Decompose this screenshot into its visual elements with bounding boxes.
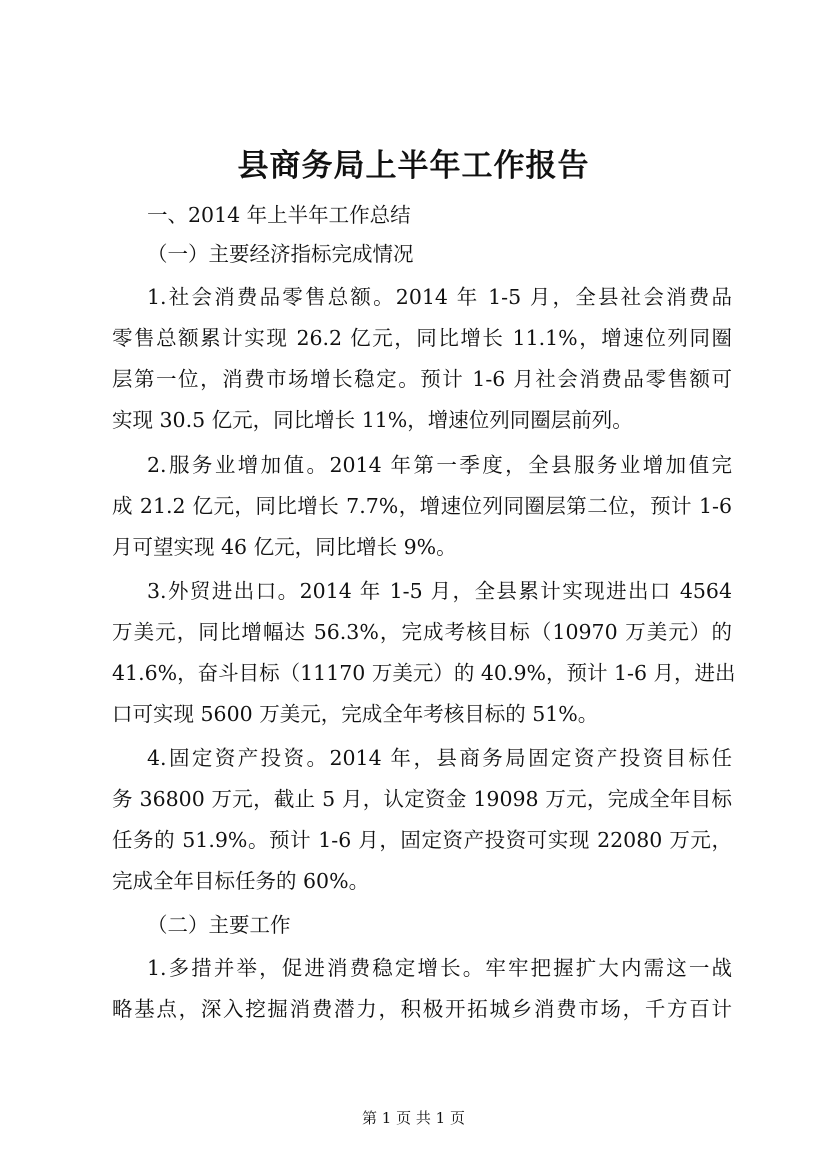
paragraph-line: 41.6%，奋斗目标（11170 万美元）的 40.9%，预计 1-6 月，进出 (112, 661, 736, 685)
paragraph-line: 4.固定资产投资。2014 年，县商务局固定资产投资目标任 (147, 746, 732, 770)
page-footer: 第 1 页 共 1 页 (362, 1109, 465, 1127)
paragraph-line: （一）主要经济指标完成情况 (147, 242, 414, 266)
paragraph-line: 3.外贸进出口。2014 年 1-5 月，全县累计实现进出口 4564 (147, 579, 732, 603)
paragraph-line: 略基点，深入挖掘消费潜力，积极开拓城乡消费市场，千方百计 (112, 997, 732, 1021)
paragraph-line: 实现 30.5 亿元，同比增长 11%，增速位列同圈层前列。 (112, 408, 633, 432)
paragraph-line: 1.多措并举，促进消费稳定增长。牢牢把握扩大内需这一战 (147, 956, 732, 980)
paragraph-line: 一、2014 年上半年工作总结 (147, 203, 411, 227)
paragraph-line: 完成全年目标任务的 60%。 (112, 869, 370, 893)
paragraph-line: （二）主要工作 (147, 913, 291, 937)
paragraph-line: 口可实现 5600 万美元，完成全年考核目标的 51%。 (112, 702, 599, 726)
paragraph-line: 任务的 51.9%。预计 1-6 月，固定资产投资可实现 22080 万元， (112, 828, 732, 852)
paragraph-line: 月可望实现 46 亿元，同比增长 9%。 (112, 535, 457, 559)
paragraph-line: 零售总额累计实现 26.2 亿元，同比增长 11.1%，增速位列同圈 (112, 326, 732, 350)
document-title: 县商务局上半年工作报告 (237, 148, 590, 184)
paragraph-line: 务 36800 万元，截止 5 月，认定资金 19098 万元，完成全年目标 (112, 787, 732, 811)
paragraph-line: 1.社会消费品零售总额。2014 年 1-5 月，全县社会消费品 (147, 285, 732, 309)
paragraph-line: 2.服务业增加值。2014 年第一季度，全县服务业增加值完 (147, 453, 732, 477)
paragraph-line: 层第一位，消费市场增长稳定。预计 1-6 月社会消费品零售额可 (112, 367, 732, 391)
paragraph-line: 万美元，同比增幅达 56.3%，完成考核目标（10970 万美元）的 (112, 620, 732, 644)
paragraph-line: 成 21.2 亿元，同比增长 7.7%，增速位列同圈层第二位，预计 1-6 (112, 494, 732, 518)
